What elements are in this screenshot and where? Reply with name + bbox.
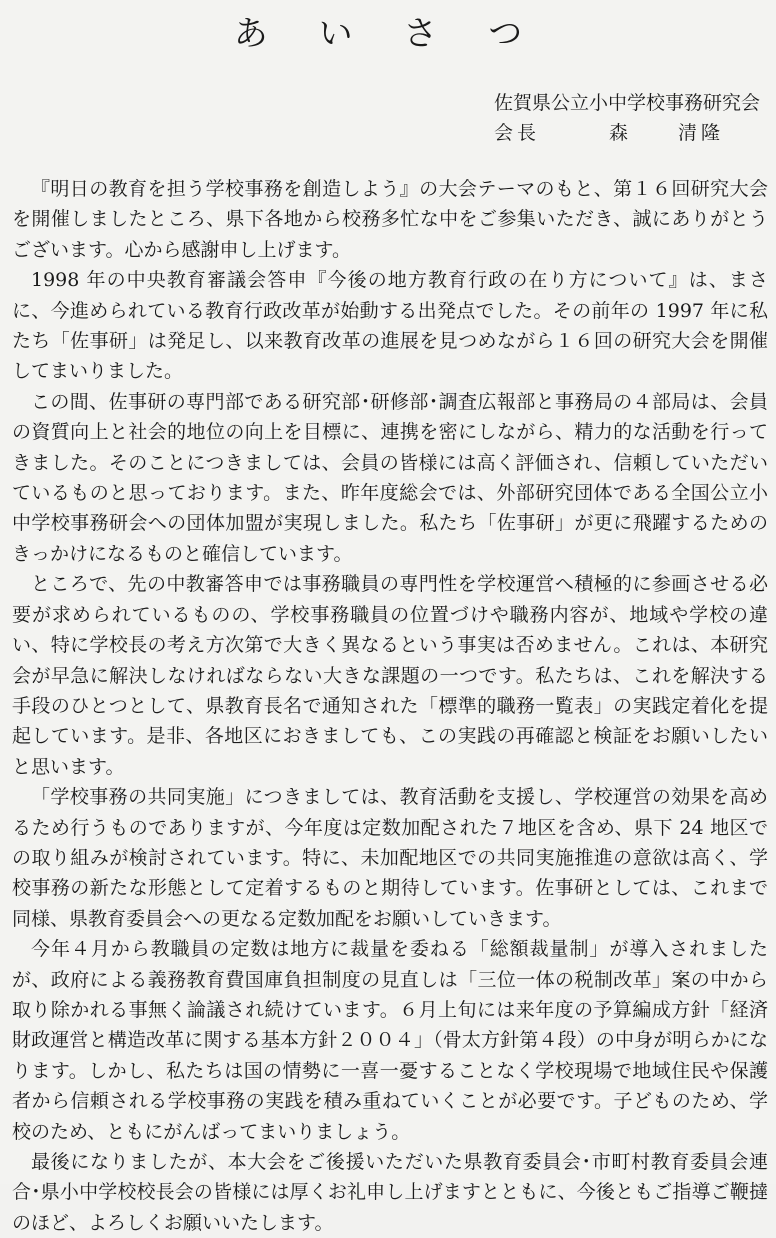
paragraph: この間、佐事研の専門部である研究部･研修部･調査広報部と事務局の４部局は、会員の資質向上と社会的地位の向上を目標に、連携を密にしながら、精力的な活動を行ってきました。そのことにつきましては、会員の皆様には高く評価され、信頼していただいているものと思っております。また、昨年度総会では、外部研究団体である全国公立小中学校事務研会への団体加盟が実現しました。私たち「佐事研」が更に飛躍するためのきっかけになるものと確信しています。 bbox=[12, 390, 768, 565]
organization-name: 佐賀県公立小中学校事務研究会 bbox=[494, 92, 761, 114]
author-block bbox=[494, 88, 760, 148]
page-title: あ い さ つ bbox=[233, 14, 543, 54]
paragraph: 今年４月から教職員の定数は地方に裁量を委ねる「総額裁量制」が導入されましたが、政府による義務教育費国庫負担制度の見直しは「三位一体の税制改革」案の中から取り除かれる事無く論議され続けています。６月上旬には来年度の予算編成方針「経済財政運営と構造改革に関する基本方針２００４」（骨太方針第４段）の中身が明らかになります。しかし、私たちは国の情勢に一喜一憂することなく学校現場で地域住民や保護者から信頼される学校事務の実践を積み重ねていくことが必要です。子どものため、学校のため、ともにがんばってまいりましょう。 bbox=[12, 938, 768, 1143]
paragraph: ところで、先の中教審答申では事務職員の専門性を学校運営へ積極的に参画させる必要が求められているものの、学校事務職員の位置づけや職務内容が、地域や学校の違い、特に学校長の考え方次第で大きく異なるという事実は否めません。これは、本研究会が早急に解決しなければならない大きな課題の一つです。私たちは、これを解決する手段のひとつとして、県教育長名で通知された「標準的職務一覧表」の実践定着化を提起しています。是非、各地区におきましても、この実践の再確認と検証をお願いしたいと思います。 bbox=[12, 573, 768, 778]
paragraph: 1998 年の中央教育審議会答申『今後の地方教育行政の在り方について』は、まさに、今進められている教育行政改革が始動する出発点でした。その前年の 1997 年に私たち「佐事研」は発足し、以来教育改革の進展を見つめながら１６回の研究大会を開催してまいりました。 bbox=[12, 269, 768, 383]
author-name: 会長 森 清隆 bbox=[494, 122, 725, 144]
paragraph: 『明日の教育を担う学校事務を創造しよう』の大会テーマのもと、第１６回研究大会を開催しましたところ、県下各地から校務多忙な中をご参集いただき、誠にありがとうございます。心から感謝申し上げます。 bbox=[12, 178, 768, 261]
paragraph: 「学校事務の共同実施」につきましては、教育活動を支援し、学校運営の効果を高めるため行うものでありますが、今年度は定数加配された７地区を含め、県下 24 地区での取り組みが検討されています。特に、未加配地区での共同実施推進の意欲は高く、学校事務の新たな形態として定着するものと期待しています。佐事研としては、これまで同様、県教育委員会への更なる定数加配をお願いしていきます。 bbox=[12, 786, 768, 930]
paragraph: 最後になりましたが、本大会をご後援いただいた県教育委員会･市町村教育委員会連合･県小中学校校長会の皆様には厚くお礼申し上げますとともに、今後ともご指導ご鞭撻のほど、よろしくお願いいたします。 bbox=[12, 1151, 768, 1234]
greeting-body bbox=[12, 174, 768, 1238]
